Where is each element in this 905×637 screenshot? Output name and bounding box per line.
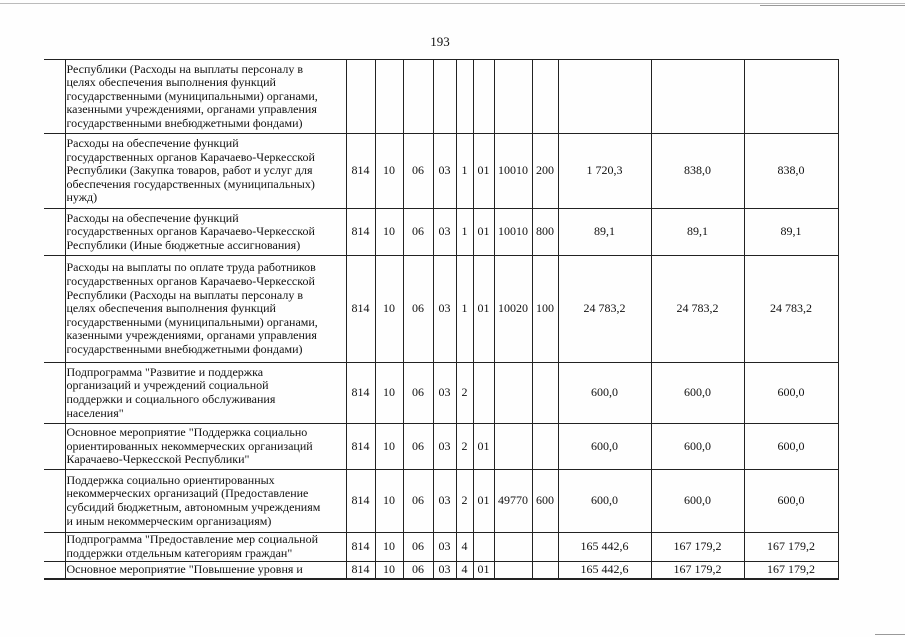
row-description (65, 424, 346, 470)
table-row (44, 134, 838, 209)
top-rule (0, 3, 905, 4)
cell-c1 (346, 60, 375, 134)
cell-c5: 2 (456, 363, 473, 424)
description-line: ориентированных некоммерческих организаций (66, 438, 313, 453)
cell-c7: 49770 (494, 470, 532, 533)
cell-c8: 100 (532, 256, 558, 363)
description-line: государственными внебюджетными фондами) (66, 115, 303, 130)
cell-c5: 1 (456, 256, 473, 363)
cell-c2: 10 (375, 363, 403, 424)
cell-v3: 167 179,2 (744, 562, 838, 579)
cell-c7 (494, 533, 532, 562)
cell-c4: 03 (433, 562, 456, 579)
description-line: целях обеспечения выполнения функций (66, 75, 276, 90)
cell-c2: 10 (375, 562, 403, 579)
cell-v2: 167 179,2 (651, 533, 744, 562)
row-gutter (44, 134, 65, 209)
description-line: казенными учреждениями, органами управления (66, 102, 317, 117)
table-row (44, 562, 838, 579)
cell-v1 (558, 60, 651, 134)
table-row (44, 363, 838, 424)
cell-c6: 01 (473, 424, 494, 470)
cell-c1: 814 (346, 134, 375, 209)
description-line: государственными (муниципальными) органами, (66, 314, 318, 329)
description-line: Республики (Расходы на выплаты персоналу в (66, 61, 304, 76)
cell-c5: 1 (456, 209, 473, 256)
row-gutter (44, 470, 65, 533)
cell-c4: 03 (433, 470, 456, 533)
cell-c7 (494, 60, 532, 134)
cell-c7 (494, 424, 532, 470)
cell-c1: 814 (346, 424, 375, 470)
cell-v1: 600,0 (558, 470, 651, 533)
cell-c2: 10 (375, 470, 403, 533)
cell-c4 (433, 60, 456, 134)
cell-v3 (744, 60, 838, 134)
cell-c8 (532, 60, 558, 134)
cell-c4: 03 (433, 363, 456, 424)
cell-v1: 600,0 (558, 363, 651, 424)
description-line: Республики (Расходы на выплаты персоналу в (66, 287, 304, 302)
cell-c7 (494, 562, 532, 579)
cell-c1: 814 (346, 562, 375, 579)
cell-v1: 24 783,2 (558, 256, 651, 363)
cell-v1: 165 442,6 (558, 533, 651, 562)
cell-c8 (532, 363, 558, 424)
cell-c7: 10020 (494, 256, 532, 363)
row-description (65, 470, 346, 533)
table-row (44, 256, 838, 363)
cell-v3: 24 783,2 (744, 256, 838, 363)
cell-c3 (403, 60, 433, 134)
cell-c3: 06 (403, 424, 433, 470)
description-line: Поддержка социально ориентированных (66, 472, 275, 487)
top-rule-short (760, 5, 905, 6)
table-row (44, 533, 838, 562)
cell-c3: 06 (403, 134, 433, 209)
cell-v2: 838,0 (651, 134, 744, 209)
cell-c6: 01 (473, 134, 494, 209)
cell-c1: 814 (346, 256, 375, 363)
cell-v3: 167 179,2 (744, 533, 838, 562)
row-gutter (44, 424, 65, 470)
description-line: целях обеспечения выполнения функций (66, 301, 276, 316)
description-line: населения" (66, 405, 124, 420)
description-line: Подпрограмма "Развитие и поддержка (66, 364, 264, 379)
budget-table (44, 59, 839, 580)
table-row (44, 60, 838, 134)
description-line: и иным некоммерческим организациям) (66, 513, 272, 528)
table-row (44, 470, 838, 533)
description-line: государственных органов Карачаево-Черкесской (66, 224, 315, 239)
cell-v3: 600,0 (744, 470, 838, 533)
cell-v1: 89,1 (558, 209, 651, 256)
cell-c6: 01 (473, 256, 494, 363)
cell-c4: 03 (433, 209, 456, 256)
cell-v3: 600,0 (744, 424, 838, 470)
cell-c2 (375, 60, 403, 134)
table-row (44, 209, 838, 256)
cell-v1: 600,0 (558, 424, 651, 470)
description-line: нужд) (66, 190, 98, 205)
description-line: Расходы на обеспечение функций (66, 210, 239, 225)
cell-c4: 03 (433, 134, 456, 209)
row-gutter (44, 363, 65, 424)
cell-c6 (473, 60, 494, 134)
cell-c4: 03 (433, 424, 456, 470)
cell-c3: 06 (403, 209, 433, 256)
cell-v3: 838,0 (744, 134, 838, 209)
cell-v1: 165 442,6 (558, 562, 651, 579)
cell-c5: 4 (456, 533, 473, 562)
description-line: организаций и учреждений социальной (66, 378, 269, 393)
row-gutter (44, 256, 65, 363)
cell-c5: 2 (456, 470, 473, 533)
description-line: Расходы на выплаты по оплате труда работников (66, 260, 316, 275)
cell-c1: 814 (346, 209, 375, 256)
cell-c3: 06 (403, 470, 433, 533)
cell-c6 (473, 533, 494, 562)
cell-c8 (532, 562, 558, 579)
cell-c2: 10 (375, 256, 403, 363)
cell-c2: 10 (375, 533, 403, 562)
cell-v2: 600,0 (651, 470, 744, 533)
description-line: поддержки и социального обслуживания (66, 392, 276, 406)
cell-v2: 24 783,2 (651, 256, 744, 363)
description-line: государственных органов Карачаево-Черкесской (66, 274, 315, 289)
page-number: 193 (430, 34, 450, 49)
row-gutter (44, 533, 65, 562)
cell-c4: 03 (433, 256, 456, 363)
row-description (65, 256, 346, 363)
row-gutter (44, 209, 65, 256)
cell-c1: 814 (346, 363, 375, 424)
table-row (44, 424, 838, 470)
row-description (65, 562, 346, 579)
cell-c5: 1 (456, 134, 473, 209)
description-line: государственными внебюджетными фондами) (66, 341, 303, 356)
cell-c5: 4 (456, 562, 473, 579)
description-line: Расходы на обеспечение функций (66, 136, 239, 151)
cell-v2 (651, 60, 744, 134)
description-line: Республики (Иные бюджетные ассигнования) (66, 237, 301, 252)
row-gutter (44, 562, 65, 579)
cell-c7: 10010 (494, 134, 532, 209)
cell-v2: 167 179,2 (651, 562, 744, 579)
cell-c1: 814 (346, 533, 375, 562)
cell-v1: 1 720,3 (558, 134, 651, 209)
description-line: государственными (муниципальными) органами, (66, 88, 318, 103)
description-line: обеспечения государственных (муниципальных) (66, 176, 315, 191)
row-gutter (44, 60, 65, 134)
row-description (65, 533, 346, 562)
cell-c3: 06 (403, 256, 433, 363)
description-line: Карачаево-Черкесской Республики" (66, 452, 250, 467)
description-line: некоммерческих организаций (Предоставление (66, 486, 309, 501)
cell-c6: 01 (473, 209, 494, 256)
cell-c6: 01 (473, 562, 494, 579)
cell-c8 (532, 533, 558, 562)
cell-c3: 06 (403, 533, 433, 562)
cell-c3: 06 (403, 562, 433, 579)
cell-v3: 89,1 (744, 209, 838, 256)
cell-v2: 600,0 (651, 424, 744, 470)
cell-v2: 89,1 (651, 209, 744, 256)
cell-c5 (456, 60, 473, 134)
description-line: казенными учреждениями, органами управления (66, 328, 317, 343)
cell-c8: 200 (532, 134, 558, 209)
cell-c7 (494, 363, 532, 424)
cell-c1: 814 (346, 470, 375, 533)
cell-c3: 06 (403, 363, 433, 424)
cell-c7: 10010 (494, 209, 532, 256)
bottom-rule (875, 634, 905, 635)
cell-c8: 800 (532, 209, 558, 256)
cell-v2: 600,0 (651, 363, 744, 424)
row-description (65, 363, 346, 424)
cell-c2: 10 (375, 209, 403, 256)
row-description (65, 209, 346, 256)
description-line: Подпрограмма "Предоставление мер социальной (66, 532, 319, 547)
cell-c8 (532, 424, 558, 470)
description-line: Основное мероприятие "Повышение уровня и (66, 561, 303, 576)
cell-c4: 03 (433, 533, 456, 562)
description-line: государственных органов Карачаево-Черкесской (66, 149, 315, 164)
cell-c2: 10 (375, 424, 403, 470)
row-description (65, 134, 346, 209)
description-line: Республики (Закупка товаров, работ и услуг для (66, 163, 313, 178)
cell-c2: 10 (375, 134, 403, 209)
row-description (65, 60, 346, 134)
description-line: субсидий бюджетным, автономным учреждениям (66, 500, 321, 514)
description-line: поддержки отдельным категориям граждан" (66, 546, 293, 560)
cell-c6 (473, 363, 494, 424)
description-line: Основное мероприятие "Поддержка социально (66, 425, 308, 440)
cell-c6: 01 (473, 470, 494, 533)
cell-c8: 600 (532, 470, 558, 533)
cell-v3: 600,0 (744, 363, 838, 424)
cell-c5: 2 (456, 424, 473, 470)
